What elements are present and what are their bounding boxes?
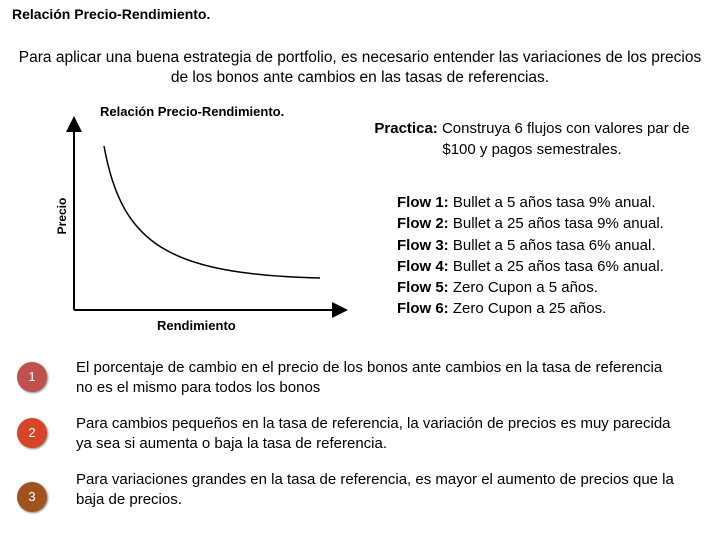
price-yield-chart [60,108,360,318]
chart-x-axis-label: Rendimiento [157,318,236,333]
chart-y-axis-label: Precio [55,197,69,235]
practice-label: Practica: [374,120,438,137]
flow-label: Flow 1: [397,194,449,211]
flow-text: Bullet a 5 años tasa 6% anual. [452,236,656,254]
flow-label: Flow 4: [397,257,449,275]
point-number-badge: 1 [17,362,47,392]
flow-label: Flow 2: [397,215,449,233]
chart-title: Relación Precio-Rendimiento. [100,104,285,119]
flow-item [397,192,664,213]
point-text: Para variaciones grandes en la tasa de referencia, es mayor el aumento de precios que la baja de precios. [76,471,674,508]
flow-label: Flow 3: [397,236,449,254]
point-text: El porcentaje de cambio en el precio de los bonos ante cambios en la tasa de referencia no es el mismo para todos los bonos [76,359,663,396]
slide-title: Relación Precio-Rendimiento. [12,6,211,22]
point-number-badge: 3 [17,482,47,512]
point-number-badge: 2 [17,418,47,448]
point-text: Para cambios pequeños en la tasa de referencia, la variación de precios es muy parecida ya sea si aumenta o baja la tasa de referencia. [76,415,671,452]
practice-box [372,118,692,160]
flow-item [397,277,664,298]
price-yield-curve [104,146,320,278]
flow-item [397,298,664,319]
flow-label: Flow 6: [397,300,449,318]
flows-list [397,192,664,320]
flow-text: Zero Cupon a 25 años. [452,300,607,318]
flow-item [397,213,664,234]
flow-text: Bullet a 25 años tasa 6% anual. [452,257,664,275]
flow-text: Bullet a 5 años tasa 9% anual. [452,194,656,211]
flow-text: Bullet a 25 años tasa 9% anual. [452,215,664,233]
flow-label: Flow 5: [397,279,449,297]
flow-item [397,235,664,256]
practice-text: Construya 6 flujos con valores par de $100 y pagos semestrales. [441,120,690,158]
flow-item [397,256,664,277]
flow-text: Zero Cupon a 5 años. [452,279,598,297]
intro-paragraph: Para aplicar una buena estrategia de portfolio, es necesario entender las variaciones de los precios de los bonos ante cambios en las tasas de referencias. [18,49,702,86]
